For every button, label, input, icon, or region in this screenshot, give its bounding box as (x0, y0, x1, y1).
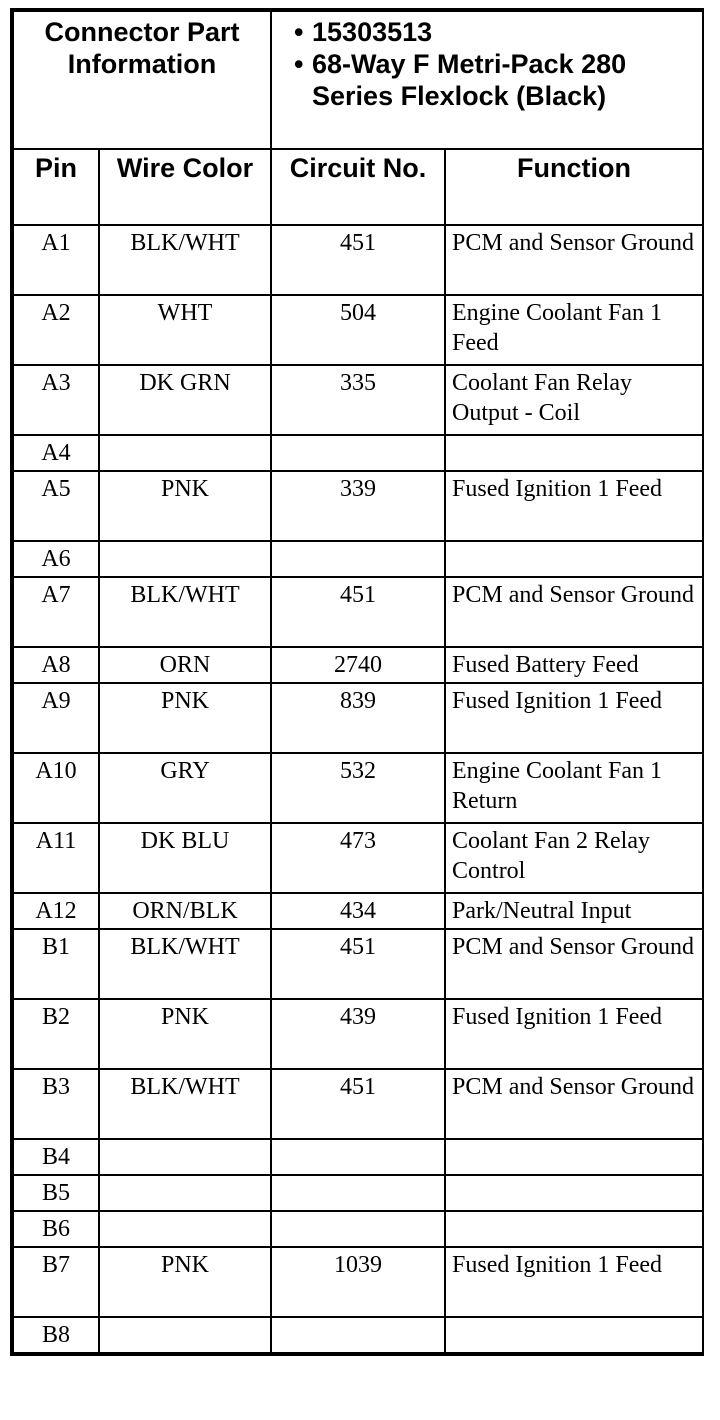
pin-cell: A9 (13, 683, 99, 753)
pin-cell: B8 (13, 1317, 99, 1353)
function-cell: PCM and Sensor Ground (445, 1069, 703, 1139)
pin-cell: A12 (13, 893, 99, 929)
function-cell: Engine Coolant Fan 1 Return (445, 753, 703, 823)
wire-color-cell: DK BLU (99, 823, 271, 893)
circuit-cell (271, 1139, 445, 1175)
table-row (13, 225, 703, 295)
connector-info-list (312, 16, 694, 112)
function-cell: Coolant Fan Relay Output - Coil (445, 365, 703, 435)
circuit-cell (271, 1211, 445, 1247)
circuit-cell (271, 541, 445, 577)
circuit-cell: 451 (271, 1069, 445, 1139)
wire-color-cell (99, 1139, 271, 1175)
circuit-cell: 451 (271, 929, 445, 999)
function-cell: PCM and Sensor Ground (445, 577, 703, 647)
pin-cell: A8 (13, 647, 99, 683)
circuit-cell: 434 (271, 893, 445, 929)
function-cell: Park/Neutral Input (445, 893, 703, 929)
connector-header-row (13, 11, 703, 149)
wire-color-cell: ORN/BLK (99, 893, 271, 929)
pin-cell: A5 (13, 471, 99, 541)
wire-color-cell: GRY (99, 753, 271, 823)
table-row (13, 1211, 703, 1247)
circuit-cell: 532 (271, 753, 445, 823)
table-row (13, 683, 703, 753)
circuit-cell: 451 (271, 577, 445, 647)
wire-color-cell: WHT (99, 295, 271, 365)
wire-color-cell: BLK/WHT (99, 225, 271, 295)
pin-cell: A10 (13, 753, 99, 823)
connector-part-number: • 15303513 (312, 16, 694, 48)
function-cell: Fused Ignition 1 Feed (445, 999, 703, 1069)
function-cell: Fused Ignition 1 Feed (445, 1247, 703, 1317)
wire-color-cell (99, 1317, 271, 1353)
connector-label: Connector Part Information (13, 11, 271, 149)
pin-cell: B4 (13, 1139, 99, 1175)
wire-color-cell (99, 1175, 271, 1211)
wire-color-cell: PNK (99, 999, 271, 1069)
function-cell: Coolant Fan 2 Relay Control (445, 823, 703, 893)
wire-color-cell (99, 1211, 271, 1247)
wire-color-cell: PNK (99, 471, 271, 541)
circuit-cell (271, 1175, 445, 1211)
pin-cell: B3 (13, 1069, 99, 1139)
circuit-cell: 1039 (271, 1247, 445, 1317)
pin-cell: A2 (13, 295, 99, 365)
col-header-function: Function (445, 149, 703, 225)
table-row (13, 1069, 703, 1139)
pin-cell: B7 (13, 1247, 99, 1317)
function-cell: Fused Ignition 1 Feed (445, 471, 703, 541)
pin-cell: B1 (13, 929, 99, 999)
function-cell (445, 1211, 703, 1247)
table-row (13, 1247, 703, 1317)
connector-description: • 68-Way F Metri-Pack 280 Series Flexlock (Black) (312, 48, 694, 112)
function-cell: Fused Battery Feed (445, 647, 703, 683)
pin-cell: A4 (13, 435, 99, 471)
circuit-cell: 2740 (271, 647, 445, 683)
table-row (13, 1139, 703, 1175)
circuit-cell: 439 (271, 999, 445, 1069)
function-cell (445, 541, 703, 577)
column-header-row (13, 149, 703, 225)
connector-table-sheet (10, 8, 704, 1356)
table-row (13, 295, 703, 365)
table-row (13, 929, 703, 999)
pin-cell: B2 (13, 999, 99, 1069)
col-header-circuit: Circuit No. (271, 149, 445, 225)
table-row (13, 541, 703, 577)
circuit-cell (271, 435, 445, 471)
function-cell: PCM and Sensor Ground (445, 929, 703, 999)
circuit-cell: 451 (271, 225, 445, 295)
table-row (13, 435, 703, 471)
wire-color-cell: PNK (99, 683, 271, 753)
connector-table (12, 10, 704, 1354)
table-row (13, 577, 703, 647)
wire-color-cell: BLK/WHT (99, 577, 271, 647)
wire-color-cell: BLK/WHT (99, 929, 271, 999)
function-cell (445, 1317, 703, 1353)
function-cell: Engine Coolant Fan 1 Feed (445, 295, 703, 365)
table-row (13, 647, 703, 683)
function-cell (445, 435, 703, 471)
wire-color-cell: DK GRN (99, 365, 271, 435)
circuit-cell: 335 (271, 365, 445, 435)
table-row (13, 999, 703, 1069)
table-row (13, 753, 703, 823)
pin-cell: A1 (13, 225, 99, 295)
table-row (13, 1317, 703, 1353)
wire-color-cell (99, 435, 271, 471)
pin-cell: A3 (13, 365, 99, 435)
wire-color-cell: ORN (99, 647, 271, 683)
pin-cell: A6 (13, 541, 99, 577)
connector-info (271, 11, 703, 149)
col-header-pin: Pin (13, 149, 99, 225)
pin-cell: B6 (13, 1211, 99, 1247)
circuit-cell (271, 1317, 445, 1353)
table-row (13, 823, 703, 893)
table-row (13, 471, 703, 541)
function-cell: PCM and Sensor Ground (445, 225, 703, 295)
circuit-cell: 473 (271, 823, 445, 893)
table-row (13, 893, 703, 929)
wire-color-cell (99, 541, 271, 577)
col-header-wire-color: Wire Color (99, 149, 271, 225)
circuit-cell: 504 (271, 295, 445, 365)
function-cell: Fused Ignition 1 Feed (445, 683, 703, 753)
table-row (13, 365, 703, 435)
wire-color-cell: BLK/WHT (99, 1069, 271, 1139)
wire-color-cell: PNK (99, 1247, 271, 1317)
pin-cell: A7 (13, 577, 99, 647)
function-cell (445, 1139, 703, 1175)
pin-cell: B5 (13, 1175, 99, 1211)
circuit-cell: 839 (271, 683, 445, 753)
function-cell (445, 1175, 703, 1211)
table-row (13, 1175, 703, 1211)
pin-cell: A11 (13, 823, 99, 893)
circuit-cell: 339 (271, 471, 445, 541)
